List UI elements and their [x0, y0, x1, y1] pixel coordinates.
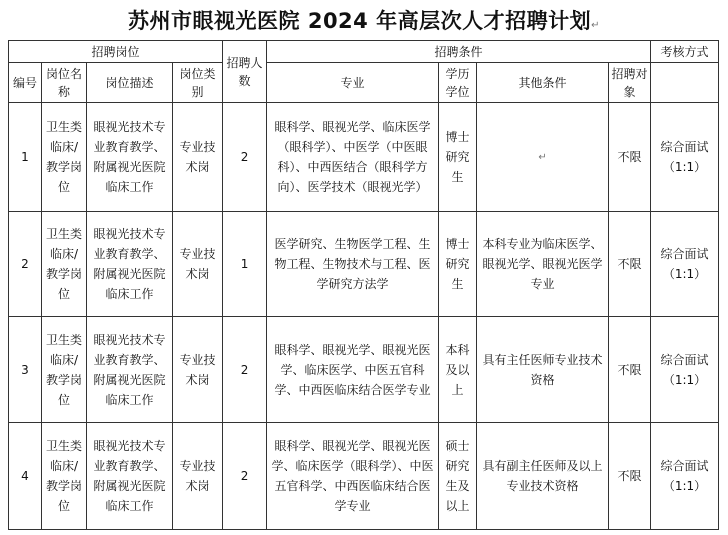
cell-position-desc: 眼视光技术专业教育教学、附属视光医院临床工作	[87, 103, 173, 212]
cell-other-conditions	[477, 103, 609, 212]
cell-position-category: 专业技术岗	[173, 422, 223, 529]
cell-position-desc: 眼视光技术专业教育教学、附属视光医院临床工作	[87, 422, 173, 529]
cell-target: 不限	[609, 317, 651, 422]
cell-major: 医学研究、生物医学工程、生物工程、生物技术与工程、医学研究方法学	[267, 212, 439, 317]
cell-position-category: 专业技术岗	[173, 212, 223, 317]
table-row	[9, 422, 719, 529]
cell-assessment: 综合面试（1:1）	[651, 212, 719, 317]
header-number: 编号	[9, 63, 42, 103]
header-assessment: 考核方式	[651, 41, 719, 63]
cell-position-name: 卫生类临床/教学岗位	[42, 212, 87, 317]
cell-major: 眼科学、眼视光学、眼视光医学、临床医学（眼科学）、中医五官科学、中西医临床结合医学专业	[267, 422, 439, 529]
page-title	[0, 4, 728, 38]
cell-assessment: 综合面试（1:1）	[651, 317, 719, 422]
cell-major: 眼科学、眼视光学、眼视光医学、临床医学、中医五官科学、中西医临床结合医学专业	[267, 317, 439, 422]
cell-count: 2	[223, 103, 267, 212]
cell-number: 2	[9, 212, 42, 317]
header-position-group: 招聘岗位	[9, 41, 223, 63]
cell-other-conditions: 本科专业为临床医学、眼视光学、眼视光医学专业	[477, 212, 609, 317]
paragraph-mark: ↵	[591, 20, 600, 31]
header-position-category: 岗位类别	[173, 63, 223, 103]
cell-count: 1	[223, 212, 267, 317]
cell-assessment: 综合面试（1:1）	[651, 103, 719, 212]
cell-number: 3	[9, 317, 42, 422]
cell-major: 眼科学、眼视光学、临床医学（眼科学）、中医学（中医眼科）、中西医结合（眼科学方向）、医学技术（眼视光学）	[267, 103, 439, 212]
cell-other-conditions: 具有主任医师专业技术资格	[477, 317, 609, 422]
cell-number: 4	[9, 422, 42, 529]
cell-target: 不限	[609, 212, 651, 317]
header-recruit-count: 招聘人数	[223, 41, 267, 103]
cell-education: 硕士研究生及以上	[439, 422, 477, 529]
cell-target: 不限	[609, 103, 651, 212]
cell-count: 2	[223, 317, 267, 422]
cell-position-name: 卫生类临床/教学岗位	[42, 103, 87, 212]
header-major: 专业	[267, 63, 439, 103]
cell-position-desc: 眼视光技术专业教育教学、附属视光医院临床工作	[87, 212, 173, 317]
table-header	[9, 41, 719, 103]
paragraph-mark: ↵	[538, 152, 547, 164]
table-row	[9, 317, 719, 422]
cell-position-name: 卫生类临床/教学岗位	[42, 422, 87, 529]
header-education: 学历学位	[439, 63, 477, 103]
title-text: 苏州市眼视光医院 2024 年高层次人才招聘计划	[128, 9, 592, 33]
cell-position-category: 专业技术岗	[173, 103, 223, 212]
table-row	[9, 212, 719, 317]
header-position-name: 岗位名称	[42, 63, 87, 103]
cell-position-name: 卫生类临床/教学岗位	[42, 317, 87, 422]
cell-education: 博士研究生	[439, 103, 477, 212]
cell-position-desc: 眼视光技术专业教育教学、附属视光医院临床工作	[87, 317, 173, 422]
header-other-conditions: 其他条件	[477, 63, 609, 103]
cell-other-conditions: 具有副主任医师及以上专业技术资格	[477, 422, 609, 529]
cell-assessment: 综合面试（1:1）	[651, 422, 719, 529]
cell-target: 不限	[609, 422, 651, 529]
header-recruit-target: 招聘对象	[609, 63, 651, 103]
cell-education: 博士研究生	[439, 212, 477, 317]
recruitment-table	[8, 40, 719, 530]
header-assessment-sub	[651, 63, 719, 103]
cell-position-category: 专业技术岗	[173, 317, 223, 422]
table-row	[9, 103, 719, 212]
cell-number: 1	[9, 103, 42, 212]
table-body	[9, 103, 719, 530]
cell-education: 本科及以上	[439, 317, 477, 422]
cell-count: 2	[223, 422, 267, 529]
header-position-desc: 岗位描述	[87, 63, 173, 103]
header-conditions-group: 招聘条件	[267, 41, 651, 63]
